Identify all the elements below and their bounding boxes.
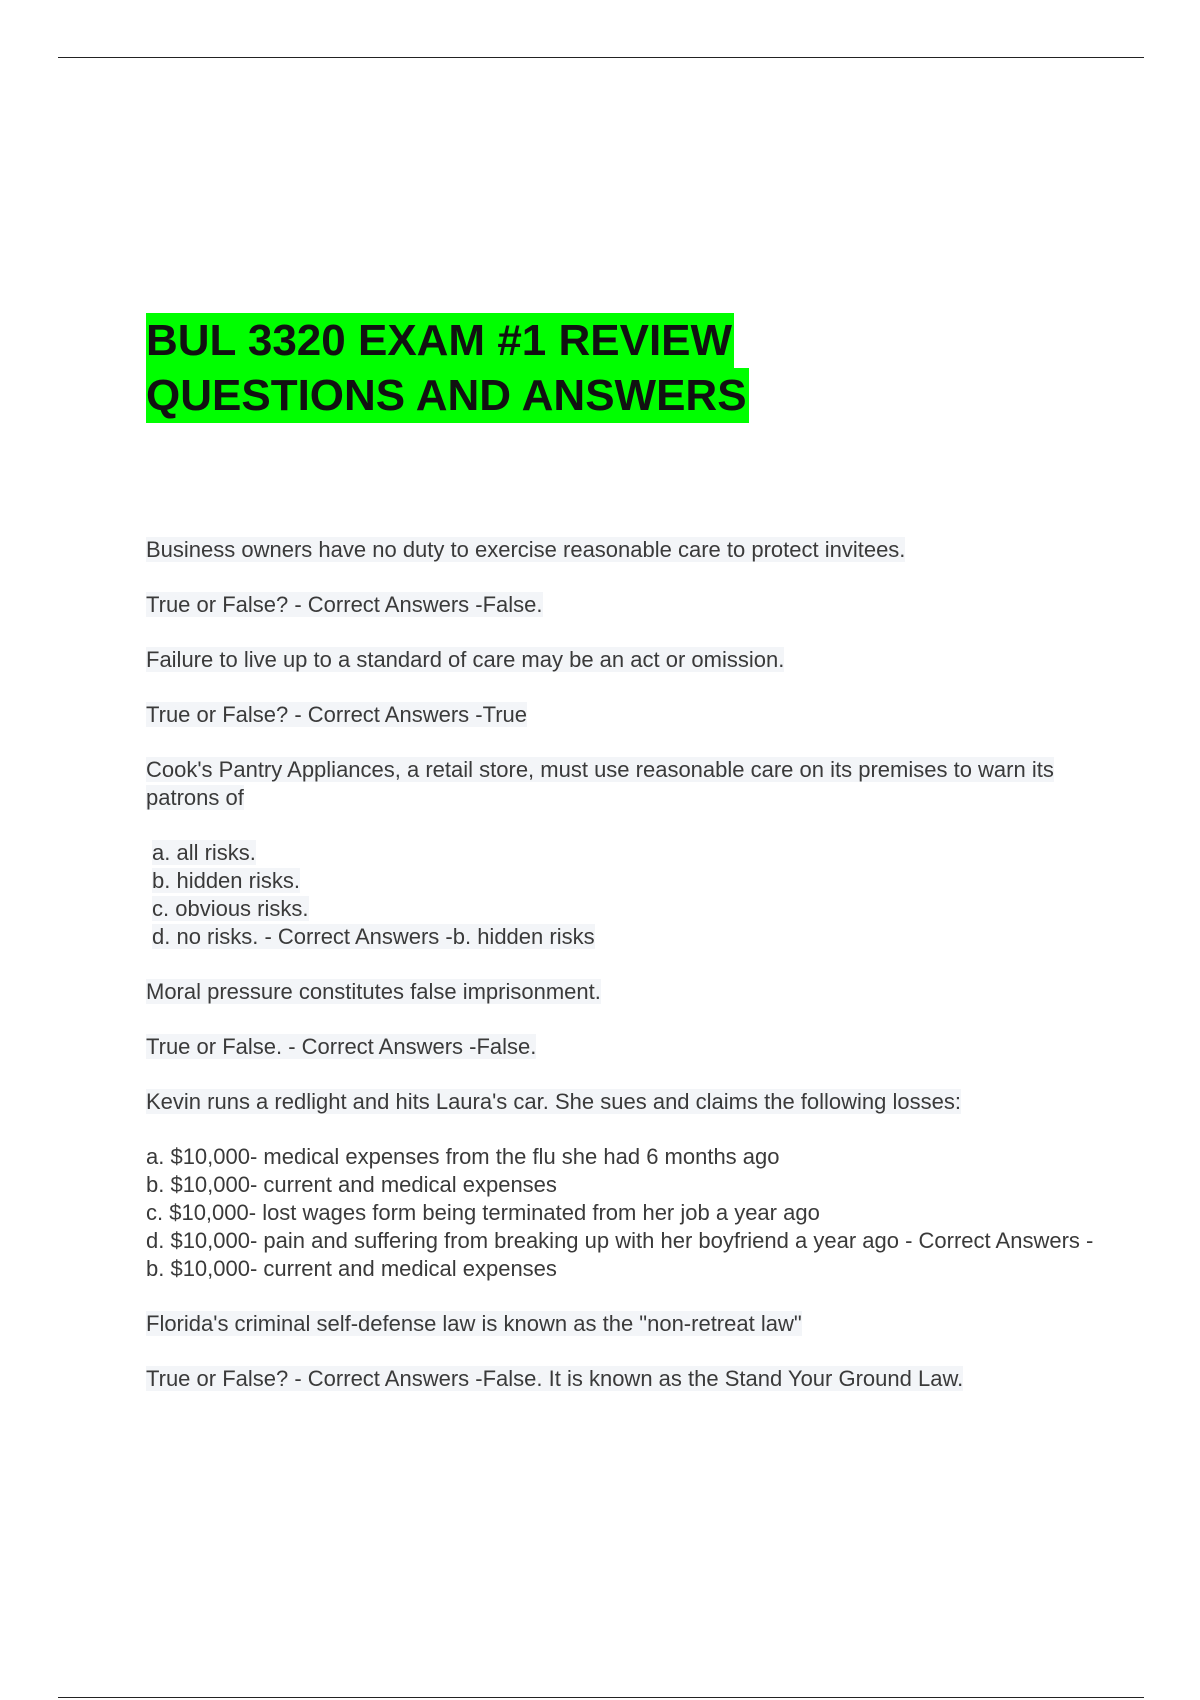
choice-d-answer: d. no risks. - Correct Answers -b. hidden risks (152, 924, 595, 949)
answer-6: True or False? - Correct Answers -False. It is known as the Stand Your Ground Law. (146, 1366, 964, 1391)
question-3-choices (152, 839, 1106, 951)
document-title (146, 313, 749, 423)
choice-c: c. $10,000- lost wages form being terminated from her job a year ago (146, 1200, 820, 1225)
choice-b: b. $10,000- current and medical expenses (146, 1172, 557, 1197)
question-4: Moral pressure constitutes false imprisonment. (146, 979, 601, 1004)
answer-1: True or False? - Correct Answers -False. (146, 592, 543, 617)
question-3: Cook's Pantry Appliances, a retail store, must use reasonable care on its premises to warn its patrons of (146, 757, 1054, 810)
top-rule (58, 57, 1144, 58)
choice-d-answer: d. $10,000- pain and suffering from breaking up with her boyfriend a year ago - Correct Answers -b. $10,000- current and medical expenses (146, 1228, 1094, 1281)
title-line-2: QUESTIONS AND ANSWERS (146, 368, 749, 423)
title-line-1: BUL 3320 EXAM #1 REVIEW (146, 313, 734, 368)
question-5: Kevin runs a redlight and hits Laura's car. She sues and claims the following losses: (146, 1089, 961, 1114)
qa-content (146, 536, 1106, 1420)
question-2: Failure to live up to a standard of care may be an act or omission. (146, 647, 785, 672)
choice-c: c. obvious risks. (152, 896, 309, 921)
question-1: Business owners have no duty to exercise reasonable care to protect invitees. (146, 537, 906, 562)
choice-a: a. all risks. (152, 840, 256, 865)
answer-2: True or False? - Correct Answers -True (146, 702, 528, 727)
choice-a: a. $10,000- medical expenses from the flu she had 6 months ago (146, 1144, 780, 1169)
choice-b: b. hidden risks. (152, 868, 300, 893)
bottom-rule (58, 1697, 1144, 1698)
answer-4: True or False. - Correct Answers -False. (146, 1034, 537, 1059)
question-6: Florida's criminal self-defense law is known as the "non-retreat law" (146, 1311, 802, 1336)
question-5-choices (146, 1143, 1106, 1283)
